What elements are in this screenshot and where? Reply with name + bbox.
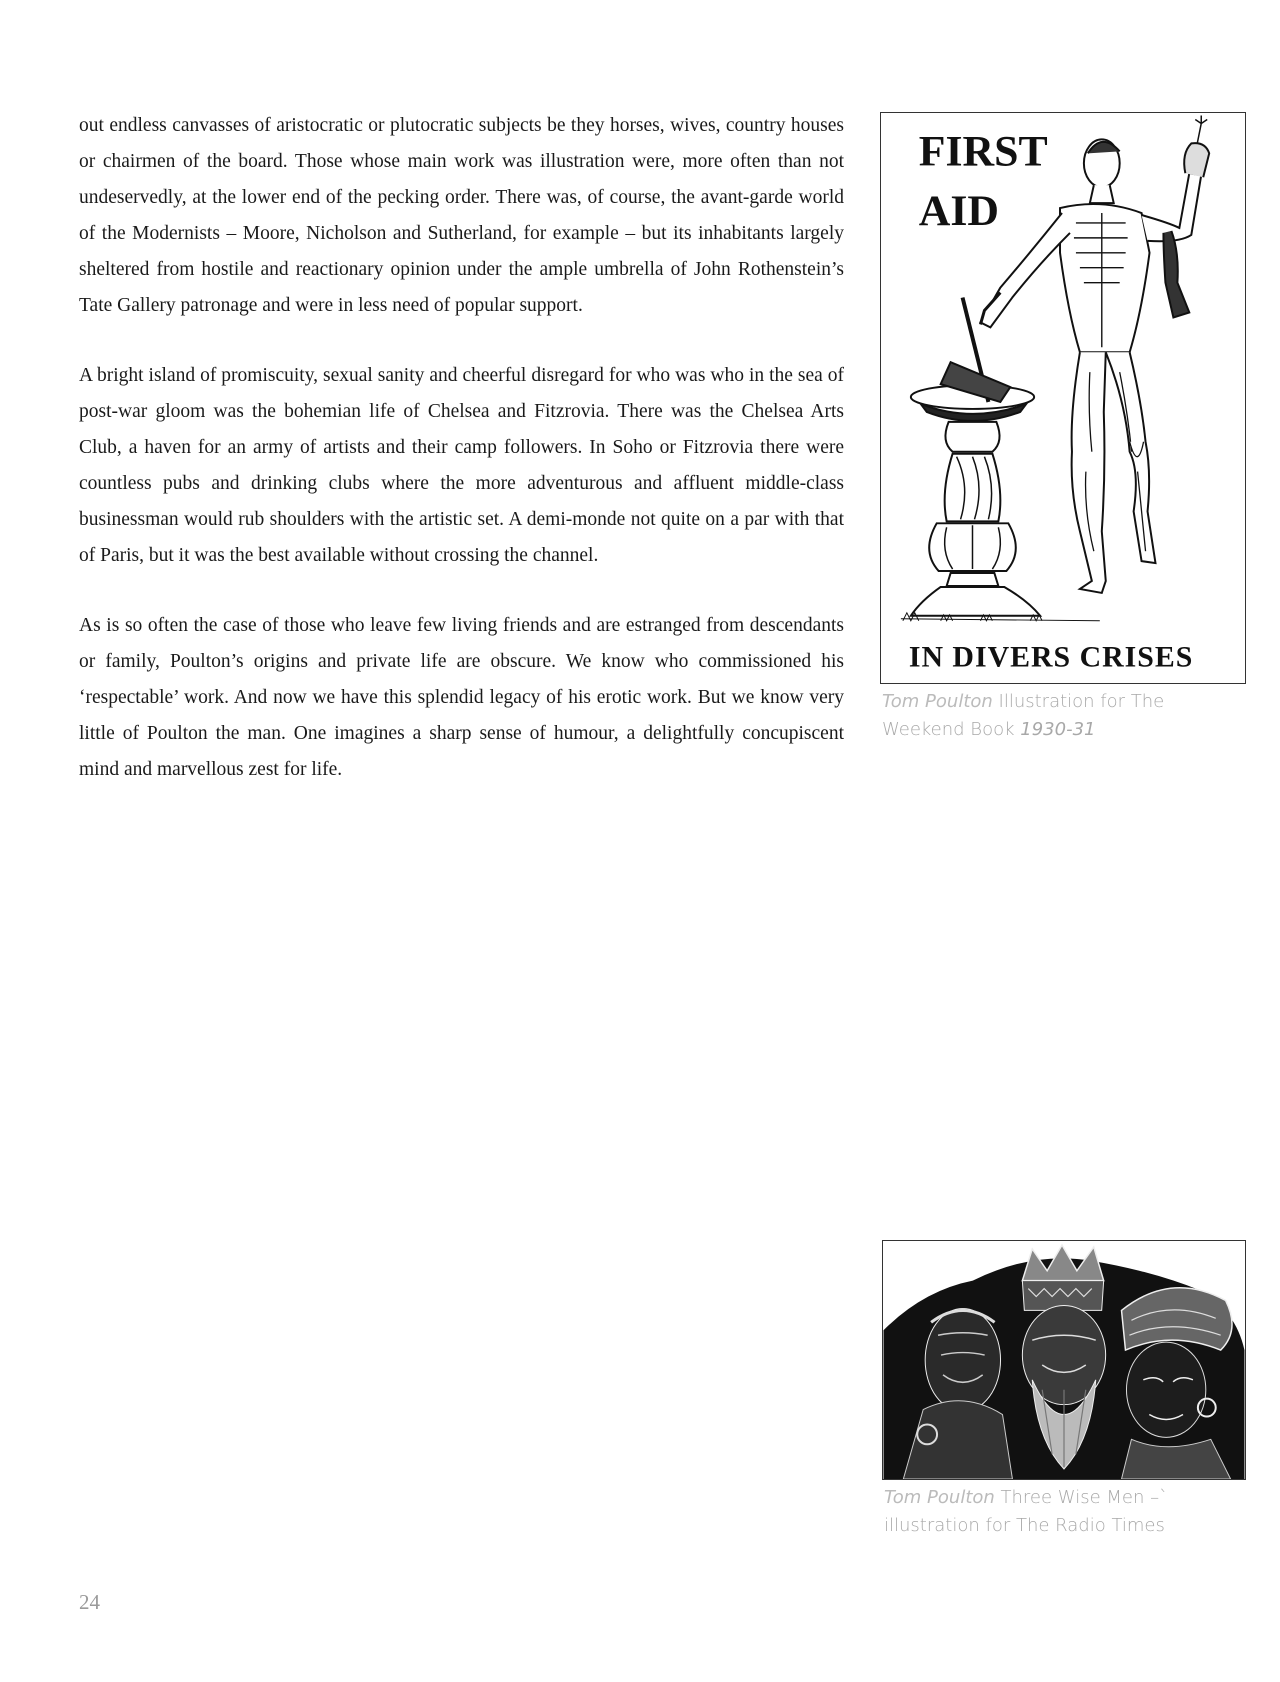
figure1-caption [882, 688, 1252, 744]
figure1-caption-text: Illustration for The Weekend Book [882, 691, 1165, 740]
poster-title-line1: FIRST [918, 127, 1048, 176]
poster-title-line2: AID [918, 186, 1000, 235]
paragraph-2: A bright island of promiscuity, sexual sanity and cheerful disregard for who was who in the sea of post-war gloom was the bohemian life of Chelsea and Fitzrovia. There was the Chelsea Arts Club, a haven for an army of artists and their camp followers. In Soho or Fitzrovia there were countless pubs and drinking clubs where the more adventurous and affluent middle-class businessman would rub shoulders with the artistic set. A demi-monde not quite on a par with that of Paris, but it was the best available without crossing the channel. [79, 365, 844, 566]
paragraph-3: As is so often the case of those who leave few living friends and are estranged from descendants or family, Poulton’s origins and private life are obscure. We know who commissioned his ‘respectable’ work. And now we have this splendid legacy of his erotic work. But we know very little of Poulton the man. One imagines a sharp sense of humour, a delightfully concupiscent mind and marvellous zest for life. [79, 615, 844, 780]
first-aid-artwork [881, 113, 1245, 683]
figure1-caption-artist: Tom Poulton [882, 691, 993, 712]
figure1-caption-date: 1930-31 [1020, 719, 1096, 740]
figure2-caption-text: Three Wise Men –` illustration for The Radio Times [884, 1487, 1169, 1536]
figure2-caption [884, 1484, 1254, 1540]
three-wise-men-illustration [882, 1240, 1246, 1480]
paragraph-1: out endless canvasses of aristocratic or plutocratic subjects be they horses, wives, country houses or chairmen of the board. Those whose main work was illustration were, more often than not undeservedly, at the lower end of the pecking order. There was, of course, the avant-garde world of the Modernists – Moore, Nicholson and Sutherland, for example – but its inhabitants largely sheltered from hostile and reactionary opinion under the ample umbrella of John Rothenstein’s Tate Gallery patronage and were in less need of popular support. [79, 115, 844, 316]
three-wise-men-artwork [883, 1241, 1245, 1479]
anatomical-figure-drawing [980, 116, 1209, 593]
pedestal-drawing [901, 298, 1100, 621]
figure2-caption-artist: Tom Poulton [884, 1487, 995, 1508]
page-number: 24 [79, 1590, 100, 1614]
body-text [79, 108, 844, 822]
first-aid-illustration [880, 112, 1246, 684]
poster-bottom-line: IN DIVERS CRISES [908, 640, 1194, 674]
